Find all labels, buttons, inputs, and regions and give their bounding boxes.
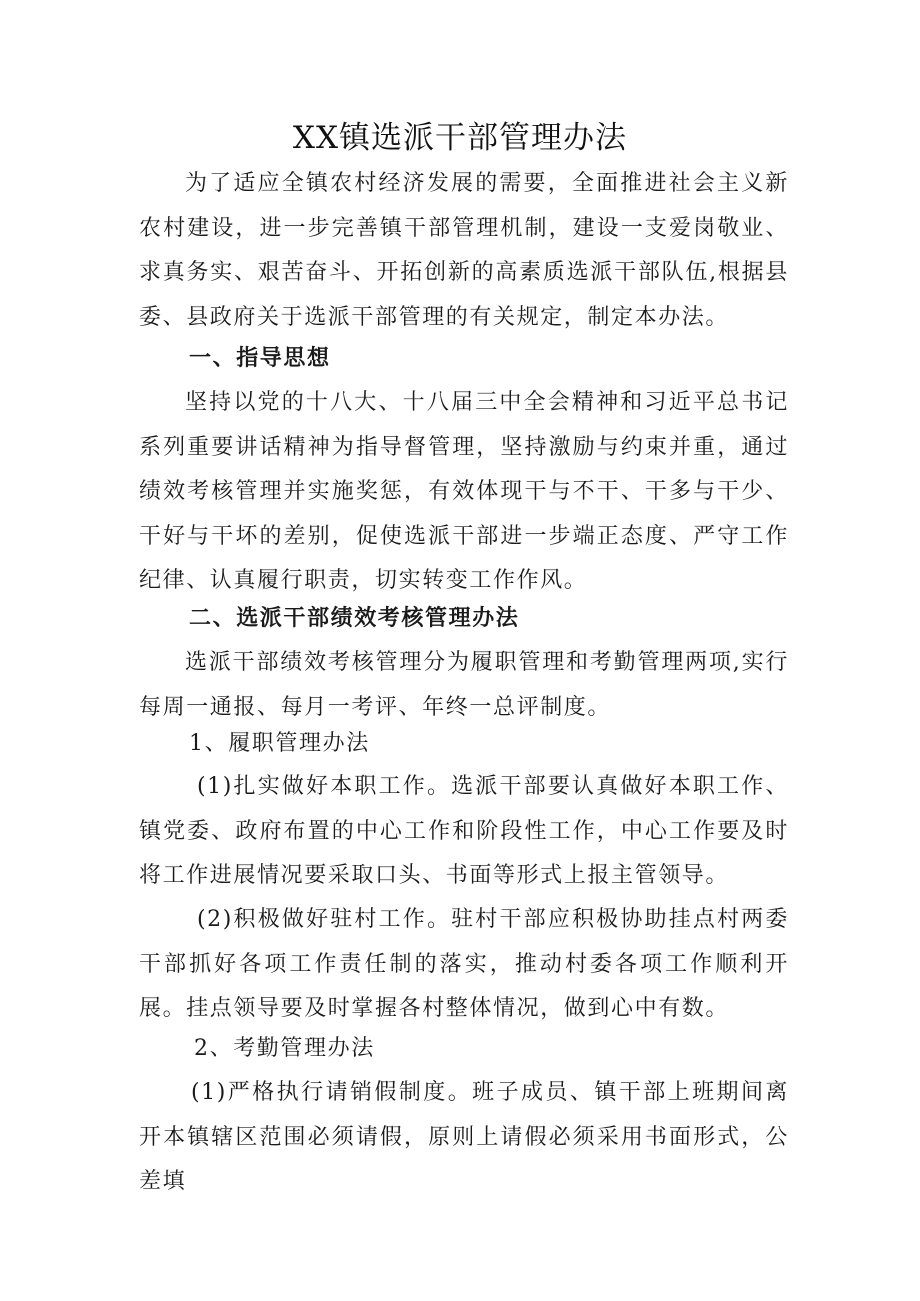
section-heading-guiding-ideology: 一、指导思想 [189,346,331,371]
duty-item-2-paragraph: (2)积极做好驻村工作。驻村干部应积极协助挂点村两委干部抓好各项工作责任制的落实，推动村委各项工作顺利开展。挂点领导要及时掌握各村整体情况，做到心中有数。 [139,907,789,1022]
duty-item-1-paragraph: (1)扎实做好本职工作。选派干部要认真做好本职工作、镇党委、政府布置的中心工作和阶段性工作，中心工作要及时将工作进展情况要采取口头、书面等形式上报主管领导。 [139,774,789,889]
subheading-duty-management: 1、履职管理办法 [189,731,370,756]
performance-assessment-paragraph: 选派干部绩效考核管理分为履职管理和考勤管理两项,实行每周一通报、每月一考评、年终一总评制度。 [139,650,789,720]
subheading-attendance-management: 2、考勤管理办法 [194,1036,375,1061]
document-title: XX镇选派干部管理办法 [292,120,628,156]
section-heading-performance-assessment: 二、选派干部绩效考核管理办法 [189,606,520,631]
intro-paragraph: 为了适应全镇农村经济发展的需要，全面推进社会主义新农村建设，进一步完善镇干部管理机制，建设一支爱岗敬业、求真务实、艰苦奋斗、开拓创新的高素质选派干部队伍,根据县委、县政府关于选派干部管理的有关规定，制定本办法。 [139,171,789,330]
guiding-ideology-paragraph: 坚持以党的十八大、十八届三中全会精神和习近平总书记系列重要讲话精神为指导督管理，坚持激励与约束并重，通过绩效考核管理并实施奖惩，有效体现干与不干、干多与干少、干好与干坏的差别，促使选派干部进一步端正态度、严守工作纪律、认真履行职责，切实转变工作作风。 [139,390,789,594]
attendance-item-1-paragraph: (1)严格执行请销假制度。班子成员、镇干部上班期间离开本镇辖区范围必须请假，原则上请假必须采用书面形式，公差填 [139,1080,789,1195]
